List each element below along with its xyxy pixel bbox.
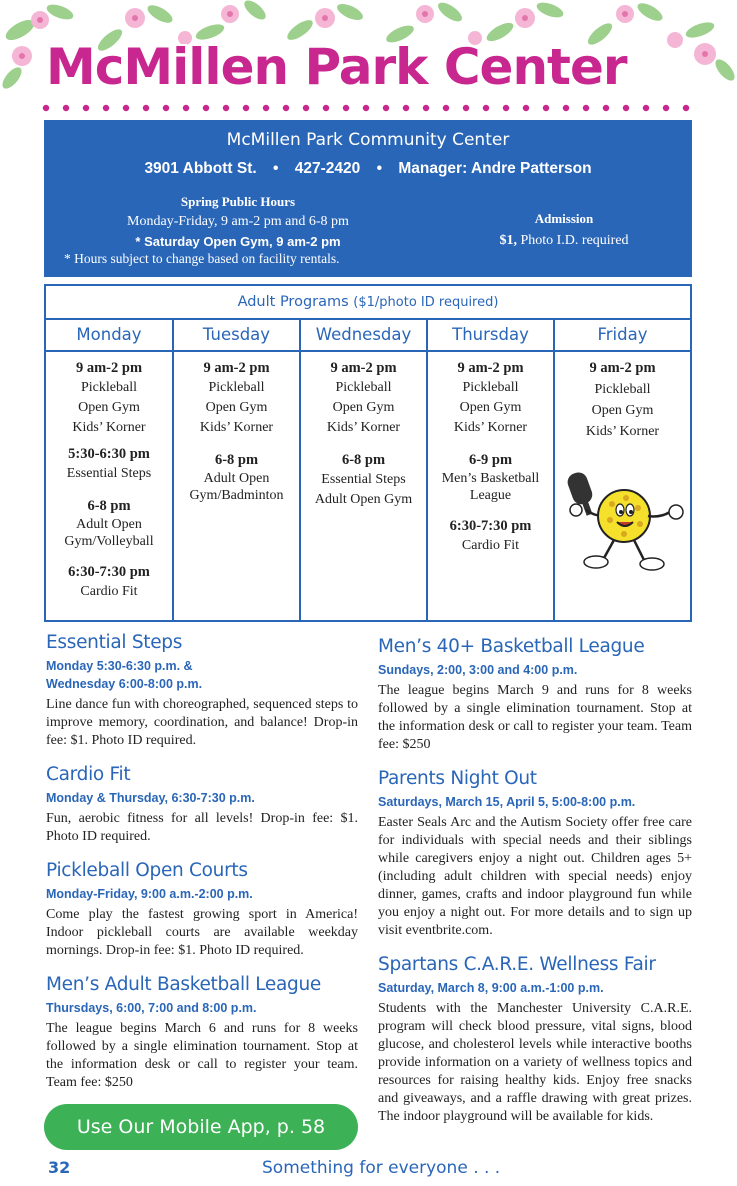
divider-dot xyxy=(503,105,509,111)
admission xyxy=(454,208,674,252)
slot-item: Pickleball xyxy=(335,380,392,395)
program-mens-adult-basketball xyxy=(46,974,358,1092)
day-header: Friday xyxy=(555,320,690,352)
program-parents-night-out xyxy=(378,768,692,940)
slot-item: Kids’ Korner xyxy=(72,420,146,435)
slot-item: Kids’ Korner xyxy=(326,420,401,435)
slot-item: Kids’ Korner xyxy=(585,424,660,439)
day-header: Thursday xyxy=(428,320,553,352)
divider-dot xyxy=(163,105,169,111)
slot-item: Essential Steps xyxy=(321,472,406,487)
divider-dot xyxy=(43,105,49,111)
divider-dot xyxy=(383,105,389,111)
divider-dot xyxy=(643,105,649,111)
admission-heading: Admission xyxy=(534,211,594,226)
day-column-monday xyxy=(46,320,174,620)
day-body xyxy=(428,352,553,556)
day-column-tuesday xyxy=(174,320,301,620)
slot-time: 6-9 pm xyxy=(468,452,513,468)
slot-time: 6-8 pm xyxy=(87,498,131,514)
hours-heading: Spring Public Hours xyxy=(180,194,296,209)
divider-dot xyxy=(183,105,189,111)
program-title: Cardio Fit xyxy=(46,764,131,785)
hours-saturday: * Saturday Open Gym, 9 am-2 pm xyxy=(135,234,341,249)
day-body xyxy=(174,352,299,504)
program-title: Men’s Adult Basketball League xyxy=(46,974,321,995)
page-number: 32 xyxy=(48,1158,71,1177)
program-description: Easter Seals Arc and the Autism Society offer free care for individuals with special needs and their siblings while caregivers enjoy a night out. Children ages 5+ (including adult children with special needs) enjoy dinner, games, crafts and indoor playground fun while you enjoy a night out. For more details and to sign up visit eventbrite.com. xyxy=(378,815,692,938)
divider-dot xyxy=(323,105,329,111)
slot-time: 9 am-2 pm xyxy=(75,360,143,376)
slot-item: Cardio Fit xyxy=(80,584,138,599)
day-header: Tuesday xyxy=(174,320,299,352)
divider-dot xyxy=(303,105,309,111)
slot-item: Pickleball xyxy=(594,382,651,397)
slot-time: 9 am-2 pm xyxy=(589,360,656,376)
pickleball-mascot-icon xyxy=(560,466,690,576)
slot-item: Open Gym xyxy=(459,400,522,415)
admission-detail xyxy=(454,230,674,252)
program-title: Men’s 40+ Basketball League xyxy=(378,636,645,657)
divider-dot xyxy=(443,105,449,111)
divider-dot xyxy=(483,105,489,111)
center-info-box xyxy=(44,120,692,277)
divider-dot xyxy=(523,105,529,111)
day-header: Wednesday xyxy=(301,320,426,352)
slot-item: Adult Open Gym xyxy=(314,492,413,507)
divider-dot xyxy=(403,105,409,111)
center-manager: Manager: Andre Patterson xyxy=(398,160,592,177)
schedule-title-note: ($1/photo ID required) xyxy=(353,295,499,310)
day-body xyxy=(301,352,426,510)
slot-item: Open Gym xyxy=(591,403,654,418)
slot-item: Open Gym xyxy=(332,400,395,415)
divider-dot xyxy=(223,105,229,111)
day-body xyxy=(46,352,172,602)
slot-time: 5:30-6:30 pm xyxy=(68,446,150,462)
program-schedule: Sundays, 2:00, 3:00 and 4:00 p.m. xyxy=(378,663,578,677)
program-description: Students with the Manchester University C.A.R.E. program will check blood pressure, vital signs, blood glucose, and cholesterol levels while interactive booths provide information on a variety of wellness topics and resources for raising healthy kids. Enjoy free snacks and giveaways, and a raffle drawing with great prizes. The indoor playground will be available for kids. xyxy=(378,1001,692,1124)
divider-dot xyxy=(563,105,569,111)
slot-item: Adult Open Gym/Badminton xyxy=(189,471,284,503)
program-spartans-care-wellness-fair xyxy=(378,954,692,1126)
slot-item: Kids’ Korner xyxy=(453,420,528,435)
divider-dot xyxy=(143,105,149,111)
divider-dot xyxy=(423,105,429,111)
slot-item: Essential Steps xyxy=(66,466,152,481)
divider-dot xyxy=(543,105,549,111)
schedule-title xyxy=(46,286,690,320)
contact-separator: • xyxy=(376,160,383,177)
program-schedule: Monday-Friday, 9:00 a.m.-2:00 p.m. xyxy=(46,887,253,901)
slot-time: 9 am-2 pm xyxy=(203,360,270,376)
slot-time: 6-8 pm xyxy=(214,452,259,468)
program-title: Spartans C.A.R.E. Wellness Fair xyxy=(378,954,656,975)
center-name: McMillen Park Community Center xyxy=(226,130,510,150)
slot-item: Pickleball xyxy=(81,380,137,395)
program-schedule: Thursdays, 6:00, 7:00 and 8:00 p.m. xyxy=(46,1001,257,1015)
center-address: 3901 Abbott St. xyxy=(144,160,257,177)
divider-dot xyxy=(63,105,69,111)
flower-banner xyxy=(0,0,737,100)
divider-dot xyxy=(123,105,129,111)
slot-item: Open Gym xyxy=(78,400,140,415)
divider-dot xyxy=(243,105,249,111)
public-hours xyxy=(58,192,418,252)
divider-dot xyxy=(343,105,349,111)
slot-item: Cardio Fit xyxy=(461,538,520,553)
admission-price: $1, xyxy=(499,233,517,248)
program-mens-40-basketball xyxy=(378,636,692,754)
program-essential-steps xyxy=(46,632,358,750)
program-title: Essential Steps xyxy=(46,632,183,653)
program-title: Parents Night Out xyxy=(378,768,537,789)
slot-time: 6:30-7:30 pm xyxy=(449,518,532,534)
day-header: Monday xyxy=(46,320,172,352)
program-schedule: Saturday, March 8, 9:00 a.m.-1:00 p.m. xyxy=(378,981,604,995)
hours-weekday: Monday-Friday, 9 am-2 pm and 6-8 pm xyxy=(127,214,349,229)
day-column-wednesday xyxy=(301,320,428,620)
slot-item: Kids’ Korner xyxy=(199,420,274,435)
program-pickleball-open-courts xyxy=(46,860,358,960)
divider-dot xyxy=(683,105,689,111)
divider-dot xyxy=(103,105,109,111)
divider-dot xyxy=(583,105,589,111)
center-contact xyxy=(44,160,692,178)
slot-item: Pickleball xyxy=(462,380,519,395)
hours-note: * Hours subject to change based on facility rentals. xyxy=(64,251,340,266)
divider-dot xyxy=(603,105,609,111)
mobile-app-button[interactable]: Use Our Mobile App, p. 58 xyxy=(44,1104,358,1150)
slot-time: 6-8 pm xyxy=(341,452,386,468)
program-schedule: Wednesday 6:00-8:00 p.m. xyxy=(46,677,203,691)
divider-dot xyxy=(363,105,369,111)
program-title: Pickleball Open Courts xyxy=(46,860,248,881)
program-description: The league begins March 6 and runs for 8 weeks followed by a single elimination tournament. Stop at the information desk or call to register your team. Team fee: $250 xyxy=(46,1021,358,1090)
slot-item: Pickleball xyxy=(208,380,265,395)
slot-time: 6:30-7:30 pm xyxy=(68,564,150,580)
slot-time: 9 am-2 pm xyxy=(330,360,397,376)
divider-dot xyxy=(463,105,469,111)
program-schedule: Saturdays, March 15, April 5, 5:00-8:00 p.m. xyxy=(378,795,636,809)
day-column-thursday xyxy=(428,320,555,620)
day-body xyxy=(555,352,690,442)
footer-tagline: Something for everyone . . . xyxy=(262,1158,501,1178)
page-title: McMillen Park Center xyxy=(46,38,627,96)
schedule-title-text: Adult Programs xyxy=(237,294,349,310)
program-schedule: Monday & Thursday, 6:30-7:30 p.m. xyxy=(46,791,255,805)
slot-item: Open Gym xyxy=(205,400,268,415)
center-phone: 427-2420 xyxy=(294,160,361,177)
program-cardio-fit xyxy=(46,764,358,846)
divider-dot xyxy=(623,105,629,111)
program-description: Come play the fastest growing sport in America! Indoor pickleball courts are available weekday mornings. Drop-in fee: $1. Photo ID required. xyxy=(46,907,358,958)
dotted-divider xyxy=(40,102,700,114)
divider-dot xyxy=(203,105,209,111)
program-description: Line dance fun with choreographed, sequenced steps to improve memory, coordination, and balance! Drop-in fee: $1. Photo ID required. xyxy=(46,697,358,748)
slot-item: Men’s Basketball League xyxy=(441,471,540,503)
program-schedule: Monday 5:30-6:30 p.m. & xyxy=(46,659,193,673)
slot-item: Adult Open Gym/Volleyball xyxy=(64,517,154,549)
program-description: Fun, aerobic fitness for all levels! Drop-in fee: $1. Photo ID required. xyxy=(46,811,358,844)
divider-dot xyxy=(283,105,289,111)
program-description: The league begins March 9 and runs for 8 weeks followed by a single elimination tournament. Stop at the information desk or call to register your team. Team fee: $250 xyxy=(378,683,692,752)
admission-requirement: Photo I.D. required xyxy=(516,233,629,248)
contact-separator: • xyxy=(273,160,279,177)
slot-time: 9 am-2 pm xyxy=(457,360,524,376)
divider-dot xyxy=(263,105,269,111)
divider-dot xyxy=(83,105,89,111)
divider-dot xyxy=(663,105,669,111)
